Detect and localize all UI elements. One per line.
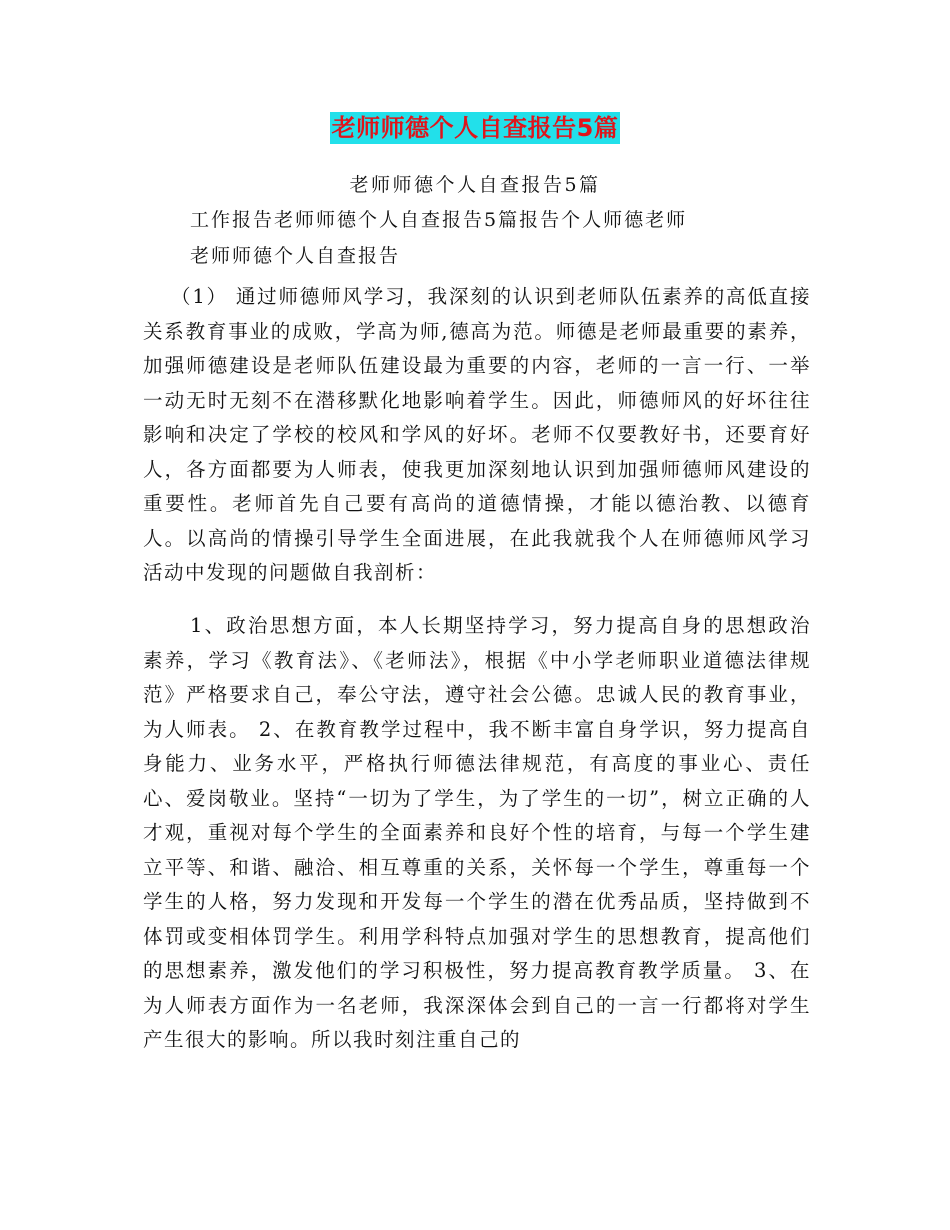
title-container — [0, 112, 950, 144]
paragraph-1-text: （1） 通过师德师风学习，我深刻的认识到老师队伍素养的高低直接关系教育事业的成败，学高为师,德高为范。师德是老师最重要的素养，加强师德建设是老师队伍建设最为重要的内容，老师的一言一行、一举一动无时无刻不在潜移默化地影响着学生。因此，师德师风的好坏往往影响和决定了学校的校风和学风的好坏。老师不仅要教好书，还要育好人，各方面都要为人师表，使我更加深刻地认识到加强师德师风建设的重要性。老师首先自己要有高尚的道德情操，才能以德治教、以德育人。以高尚的情操引导学生全面进展，在此我就我个人在师德师风学习活动中发现的问题做自我剖析： — [143, 285, 811, 584]
paragraph-2 — [143, 609, 811, 1058]
section-heading: 老师师德个人自查报告 — [190, 245, 401, 267]
meta-line: 工作报告老师师德个人自查报告5篇报告个人师德老师 — [190, 209, 688, 231]
document-subtitle: 老师师德个人自查报告5篇 — [349, 174, 601, 196]
paragraph-1 — [143, 280, 811, 591]
document-title: 老师师德个人自查报告5篇 — [331, 114, 619, 142]
paragraph-2-text: 1、政治思想方面，本人长期坚持学习，努力提高自身的思想政治素养，学习《教育法》、《老师法》，根据《中小学老师职业道德法律规范》严格要求自己，奉公守法，遵守社会公德。忠诚人民的教育事业，为人师表。 2、在教育教学过程中，我不断丰富自身学识，努力提高自身能力、业务水平，严格执行师德法律规范，有高度的事业心、责任心、爱岗敬业。坚持“一切为了学生，为了学生的一切”，树立正确的人才观，重视对每个学生的全面素养和良好个性的培育，与每一个学生建立平等、和谐、融洽、相互尊重的关系，关怀每一个学生，尊重每一个学生的人格，努力发现和开发每一个学生的潜在优秀品质，坚持做到不体罚或变相体罚学生。利用学科特点加强对学生的思想教育，提高他们的思想素养，激发他们的学习积极性，努力提高教育教学质量。 3、在为人师表方面作为一名老师，我深深体会到自己的一言一行都将对学生产生很大的影响。所以我时刻注重自己的 — [143, 614, 811, 1051]
